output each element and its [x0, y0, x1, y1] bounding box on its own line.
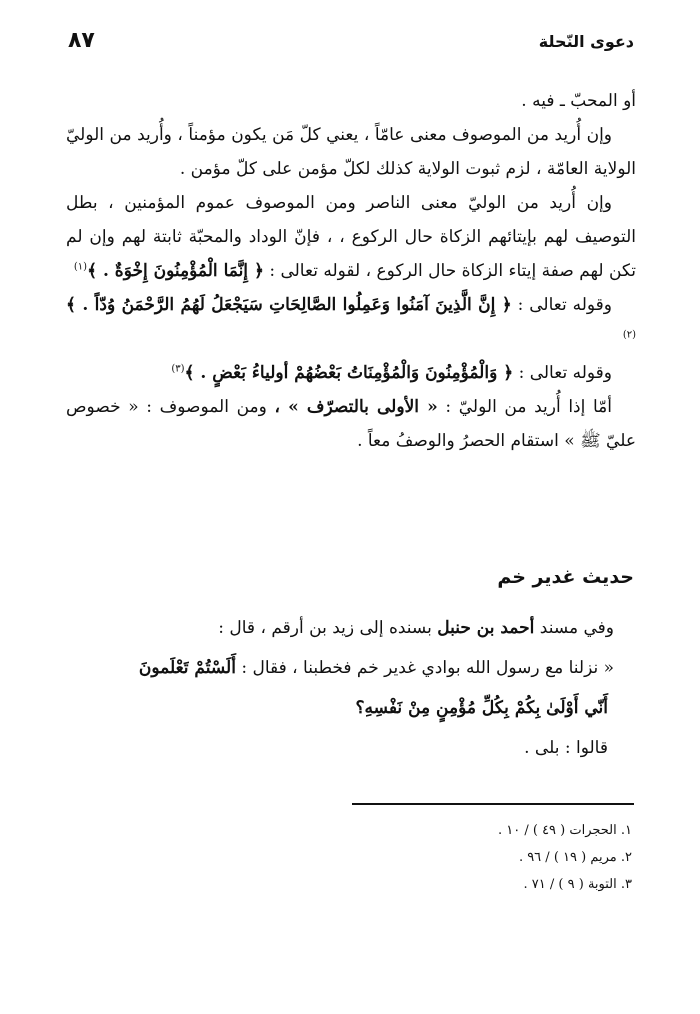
- paragraph-6-quoted: « الأولى بالتصرّف » ،: [274, 397, 438, 417]
- paragraph-6: [66, 390, 636, 458]
- hadith-source-name: أحمد بن حنبل: [437, 618, 535, 638]
- hadith-section: [66, 608, 636, 768]
- paragraph-1: أو المحبّ ـ فيه .: [521, 91, 636, 111]
- hadith-quote-line-1: [66, 648, 636, 688]
- footnote-ref-2: (٢): [622, 329, 636, 341]
- paragraph-6-a: أمّا إذا أُريد من الوليّ :: [445, 397, 612, 417]
- hadith-reply: قالوا : بلى .: [524, 738, 608, 758]
- quran-quote-3: ﴿ وَالْمُؤْمِنُونَ وَالْمُؤْمِنَاتُ بَعْضُهُمْ أولياءُ بَعْضٍ . ﴾: [184, 363, 514, 383]
- footnote-2: ٢. مريم ( ١٩ ) / ٩٦ .: [518, 850, 632, 865]
- paragraph-4-lead: وقوله تعالى :: [517, 295, 613, 315]
- main-text: [66, 84, 636, 458]
- paragraph-5: [66, 356, 636, 390]
- page-header: [68, 28, 634, 53]
- footnote-1: ١. الحجرات ( ٤٩ ) / ١٠ .: [497, 823, 632, 838]
- running-title: دعوى النّحلة: [538, 32, 634, 51]
- paragraph-3: [66, 186, 636, 288]
- page-number: ٨٧: [68, 28, 95, 53]
- hadith-quote-b: أَلَسْتُمْ تَعْلَمونَ: [138, 658, 236, 678]
- paragraph-5-lead: وقوله تعالى :: [518, 363, 612, 383]
- paragraph-4: [66, 288, 636, 356]
- hadith-intro-a: وفي مسند: [539, 618, 614, 638]
- hadith-intro-c: بسنده إلى زيد بن أرقم ، قال :: [218, 618, 432, 638]
- footnote-ref-3: (٣): [171, 363, 185, 375]
- footnote-3: ٣. التوبة ( ٩ ) / ٧١ .: [523, 877, 632, 892]
- quran-quote-1: ﴿ إِنَّمَا الْمُؤْمِنُونَ إِخْوَةٌ . ﴾: [87, 261, 264, 281]
- quran-quote-2: ﴿ إِنَّ الَّذِينَ آمَنُوا وَعَمِلُوا الصَّالِحَاتِ سَيَجْعَلُ لَهُمُ الرَّحْمَنُ وُدّاً . ﴾: [66, 295, 512, 315]
- section-heading: حديث غدير خم: [497, 566, 634, 588]
- paragraph-3-text: وإن أُريد من الوليّ معنى الناصر ومن الموصوف عموم المؤمنين ، بطل التوصيف لهم بإيتائهم الزكاة حال الركوع ، ، فإنّ الوداد والمحبّة ثابتة لهم وإن لم تكن لهم صفة إيتاء الزكاة حال الركوع ، لقوله تعالى :: [66, 193, 636, 281]
- paragraph-2: وإن أُريد من الموصوف معنى عامّاً ، يعني كلّ مَن يكون مؤمناً ، وأُريد من الوليّ الولاية العامّة ، لزم ثبوت الولاية كذلك لكلّ مؤمن على كلّ مؤمن .: [66, 125, 636, 179]
- hadith-quote-line-2: أَنّي أَوْلَىٰ بِكُمْ بِكُلِّ مُؤْمِنٍ مِنْ نَفْسِهِ؟: [355, 698, 608, 718]
- hadith-intro: [66, 608, 636, 648]
- footnote-ref-1: (١): [73, 261, 88, 273]
- footnotes: [66, 817, 632, 898]
- footnote-divider: [352, 803, 634, 805]
- paragraph-6-c: ومن الموصوف : « خصوص عليّ ﷺ » استقام الحصرُ والوصفُ معاً .: [66, 397, 636, 451]
- hadith-quote-a: « نزلنا مع رسول الله بوادي غدير خم فخطبنا ، فقال :: [241, 658, 614, 678]
